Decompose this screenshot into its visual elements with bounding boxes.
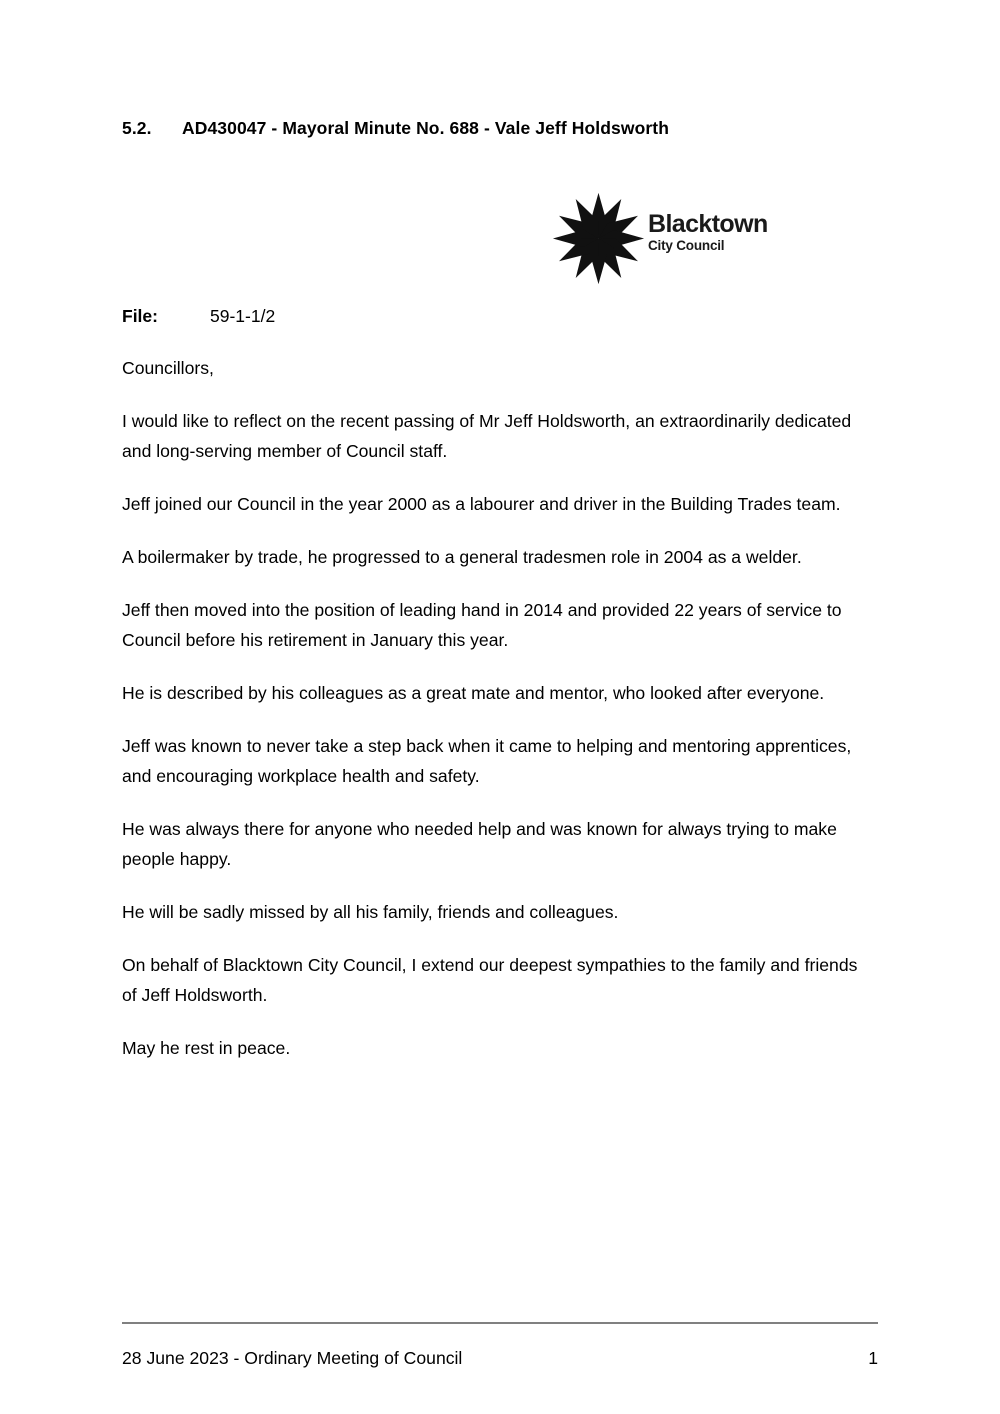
footer-divider (122, 1322, 878, 1324)
body-paragraph: Jeff joined our Council in the year 2000 as a labourer and driver in the Building Trades team. (122, 494, 841, 514)
page-footer (122, 1345, 878, 1371)
file-label: File: (122, 306, 158, 326)
heading-title: AD430047 - Mayoral Minute No. 688 - Vale Jeff Holdsworth (182, 118, 669, 138)
footer-meeting-label: 28 June 2023 - Ordinary Meeting of Council (122, 1348, 463, 1368)
logo-wordmark (648, 212, 766, 254)
body-paragraph: Jeff was known to never take a step back when it came to helping and mentoring apprentices, and encouraging workplace health and safety. (122, 736, 852, 786)
council-logo (545, 191, 766, 286)
body-paragraph: On behalf of Blacktown City Council, I extend our deepest sympathies to the family and friends of Jeff Holdsworth. (122, 955, 858, 1005)
footer-page-number: 1 (868, 1348, 878, 1368)
body-paragraph: He was always there for anyone who needed help and was known for always trying to make people happy. (122, 819, 837, 869)
minute-body (122, 353, 870, 1063)
body-paragraph: He is described by his colleagues as a great mate and mentor, who looked after everyone. (122, 683, 825, 703)
body-paragraph: He will be sadly missed by all his family, friends and colleagues. (122, 902, 619, 922)
logo-name: Blacktown (648, 210, 768, 238)
page-title (122, 116, 882, 140)
file-reference (122, 303, 275, 329)
body-paragraph: Jeff then moved into the position of leading hand in 2014 and provided 22 years of service to Council before his retirement in January this year. (122, 600, 842, 650)
salutation: Councillors, (122, 358, 214, 378)
twelve-point-star-icon (551, 191, 646, 286)
file-value: 59-1-1/2 (210, 306, 276, 326)
body-paragraph: I would like to reflect on the recent passing of Mr Jeff Holdsworth, an extraordinarily dedicated and long-serving member of Council staff. (122, 411, 852, 461)
heading-number: 5.2. (122, 118, 152, 138)
logo-subtitle: City Council (648, 238, 725, 253)
body-paragraph: A boilermaker by trade, he progressed to a general tradesmen role in 2004 as a welder. (122, 547, 802, 567)
body-paragraph: May he rest in peace. (122, 1038, 291, 1058)
